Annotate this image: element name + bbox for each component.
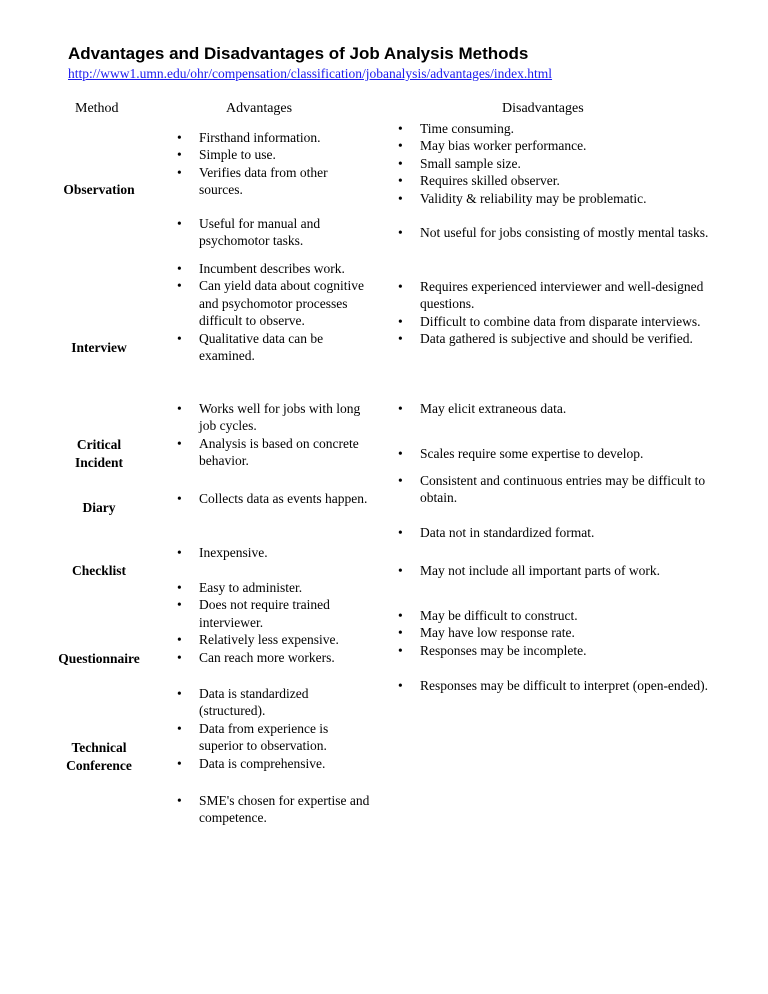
- bullet-item: • Relatively less expensive.: [174, 631, 374, 648]
- bullet-item: • May not include all important parts of work.: [395, 562, 715, 579]
- method-technical-conference: Technical Conference: [66, 740, 132, 773]
- disadvantages-list: [395, 400, 715, 417]
- bullet-item: • Scales require some expertise to develop.: [395, 445, 715, 462]
- bullet-item: • Not useful for jobs consisting of mostly mental tasks.: [395, 224, 715, 241]
- bullet-item: • Validity & reliability may be problematic.: [395, 190, 715, 207]
- advantages-list: [174, 129, 374, 199]
- bullet-item: • Inexpensive.: [174, 544, 374, 561]
- advantages-list: [174, 685, 374, 772]
- advantages-list: [174, 579, 374, 666]
- bullet-item: • Can reach more workers.: [174, 649, 374, 666]
- disadvantages-list: [395, 607, 715, 659]
- bullet-item: • Analysis is based on concrete behavior.: [174, 435, 374, 470]
- header-disadvantages: Disadvantages: [502, 101, 584, 116]
- bullet-item: • Responses may be difficult to interpret (open-ended).: [395, 677, 715, 694]
- bullet-item: • May bias worker performance.: [395, 137, 715, 154]
- bullet-item: • May elicit extraneous data.: [395, 400, 715, 417]
- bullet-item: • Requires skilled observer.: [395, 172, 715, 189]
- method-diary: Diary: [82, 500, 116, 515]
- advantages-list: [174, 260, 374, 364]
- disadvantages-list: [395, 524, 715, 541]
- method-interview: Interview: [71, 340, 127, 355]
- advantages-list: [174, 490, 374, 507]
- bullet-item: • Difficult to combine data from disparate interviews.: [395, 313, 715, 330]
- disadvantages-list: [395, 562, 715, 579]
- bullet-item: • Verifies data from other sources.: [174, 164, 374, 199]
- bullet-item: • Responses may be incomplete.: [395, 642, 715, 659]
- bullet-item: • Works well for jobs with long job cycles.: [174, 400, 374, 435]
- header-method: Method: [75, 101, 119, 116]
- bullet-item: • Data is standardized (structured).: [174, 685, 374, 720]
- advantages-list: [174, 792, 374, 827]
- document-title: Advantages and Disadvantages of Job Analysis Methods: [68, 44, 529, 63]
- bullet-item: • Data from experience is superior to observation.: [174, 720, 374, 755]
- bullet-item: • Incumbent describes work.: [174, 260, 374, 277]
- advantages-list: [174, 215, 374, 250]
- bullet-item: • Useful for manual and psychomotor tasks.: [174, 215, 374, 250]
- source-link[interactable]: http://www1.umn.edu/ohr/compensation/classification/jobanalysis/advantages/index.html: [68, 66, 553, 81]
- bullet-item: • Requires experienced interviewer and well-designed questions.: [395, 278, 715, 313]
- disadvantages-list: [395, 278, 715, 348]
- disadvantages-list: [395, 677, 715, 694]
- method-questionnaire: Questionnaire: [58, 651, 140, 666]
- bullet-item: • Data gathered is subjective and should be verified.: [395, 330, 715, 347]
- bullet-item: • Can yield data about cognitive and psychomotor processes difficult to observe.: [174, 277, 374, 329]
- bullet-item: • Small sample size.: [395, 155, 715, 172]
- bullet-item: • Easy to administer.: [174, 579, 374, 596]
- bullet-item: • Time consuming.: [395, 120, 715, 137]
- disadvantages-list: [395, 445, 715, 462]
- bullet-item: • Consistent and continuous entries may be difficult to obtain.: [395, 472, 715, 507]
- method-critical-incident: Critical Incident: [74, 437, 123, 470]
- bullet-item: • Does not require trained interviewer.: [174, 596, 374, 631]
- header-advantages: Advantages: [226, 101, 293, 116]
- disadvantages-list: [395, 120, 715, 207]
- disadvantages-list: [395, 224, 715, 241]
- advantages-list: [174, 544, 374, 561]
- bullet-item: • Data not in standardized format.: [395, 524, 715, 541]
- bullet-item: • May have low response rate.: [395, 624, 715, 641]
- bullet-item: • Data is comprehensive.: [174, 755, 374, 772]
- bullet-item: • May be difficult to construct.: [395, 607, 715, 624]
- method-checklist: Checklist: [72, 563, 126, 578]
- method-observation: Observation: [63, 182, 135, 197]
- bullet-item: • Collects data as events happen.: [174, 490, 374, 507]
- bullet-item: • SME's chosen for expertise and competence.: [174, 792, 374, 827]
- bullet-item: • Simple to use.: [174, 146, 374, 163]
- advantages-list: [174, 400, 374, 470]
- bullet-item: • Qualitative data can be examined.: [174, 330, 374, 365]
- bullet-item: • Firsthand information.: [174, 129, 374, 146]
- disadvantages-list: [395, 472, 715, 507]
